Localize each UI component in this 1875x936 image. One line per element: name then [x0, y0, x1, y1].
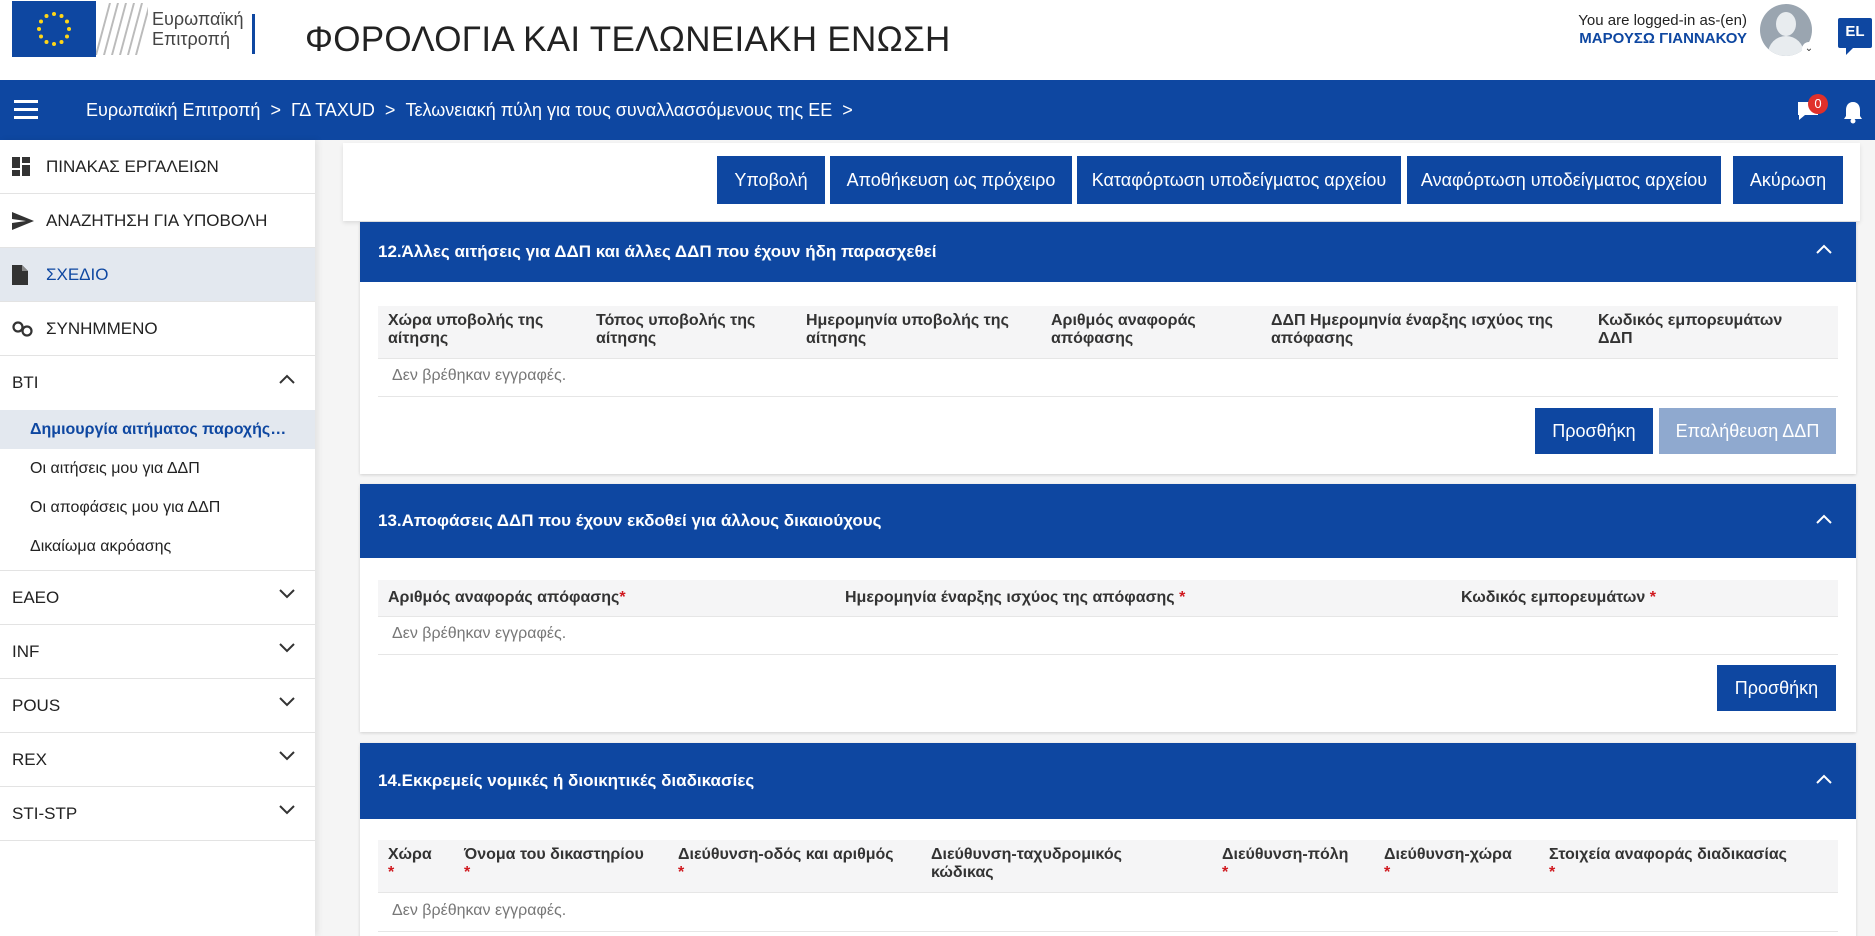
empty-records-message: Δεν βρέθηκαν εγγραφές. — [392, 625, 567, 642]
sidebar-subitem-create-request[interactable]: Δημιουργία αιτήματος παροχής… — [0, 410, 315, 449]
sidebar-group-label: REX — [12, 749, 47, 769]
section-13-header[interactable] — [360, 484, 1856, 558]
chevron-down-icon[interactable]: ⌄ — [1802, 42, 1816, 56]
sidebar-item-dashboard[interactable] — [0, 140, 315, 194]
top-header — [0, 0, 1875, 80]
chevron-down-icon — [279, 751, 295, 761]
column-header: Χώρα * — [388, 846, 432, 881]
column-header: Αριθμός αναφοράς απόφασης — [1051, 312, 1196, 347]
sidebar-group-bti[interactable] — [0, 356, 315, 410]
navbar — [0, 80, 1875, 140]
document-icon — [12, 265, 36, 285]
upload-template-button[interactable]: Αναφόρτωση υποδείγματος αρχείου — [1407, 156, 1721, 204]
column-header: Όνομα του δικαστηρίου * — [464, 846, 644, 881]
sidebar-subitem-right-to-be-heard[interactable]: Δικαίωμα ακρόασης — [30, 537, 172, 555]
sidebar-item-draft[interactable] — [0, 248, 315, 302]
section-13-title: 13.Αποφάσεις ΔΔΠ που έχουν εκδοθεί για άλλους δικαιούχους — [378, 511, 882, 530]
sidebar-group-sti-stp[interactable] — [0, 787, 315, 841]
column-header: Διεύθυνση-πόλη * — [1222, 846, 1349, 881]
logo-line-1: Ευρωπαϊκή — [152, 9, 244, 29]
sidebar-item-attachment[interactable] — [0, 302, 315, 356]
sidebar-group-label: INF — [12, 641, 40, 661]
column-header: Χώρα υποβολής της αίτησης — [388, 312, 544, 347]
sidebar-group-label: STI-STP — [12, 803, 78, 823]
column-header: Ημερομηνία έναρξης ισχύος της απόφασης * — [845, 589, 1186, 606]
user-name: ΜΑΡΟΥΣΩ ΓΙΑΝΝΑΚΟΥ — [1579, 30, 1747, 47]
chevron-up-icon[interactable] — [1816, 514, 1832, 524]
chevron-right-icon: > — [842, 100, 853, 120]
section-13-table-header — [378, 580, 1838, 616]
section-14-title: 14.Εκκρεμείς νομικές ή διοικητικές διαδικασίες — [378, 771, 755, 790]
message-count-badge: 0 — [1808, 94, 1828, 114]
sidebar-group-inf[interactable] — [0, 625, 315, 679]
hamburger-menu-icon[interactable] — [14, 100, 38, 120]
column-header: Διεύθυνση-ταχυδρομικός κώδικας — [931, 846, 1122, 881]
sidebar-group-rex[interactable] — [0, 733, 315, 787]
bti-submenu — [0, 410, 315, 571]
sidebar-item-label: ΑΝΑΖΗΤΗΣΗ ΓΙΑ ΥΠΟΒΟΛΗ — [46, 210, 268, 230]
action-toolbar — [343, 143, 1860, 221]
breadcrumb — [86, 100, 863, 121]
logged-in-label: You are logged-in as-(en) — [1578, 12, 1747, 29]
send-icon — [12, 212, 36, 230]
logo-line-2: Επιτροπή — [152, 29, 230, 49]
chevron-down-icon — [279, 643, 295, 653]
sidebar-group-eaeo[interactable] — [0, 571, 315, 625]
column-header: Αριθμός αναφοράς απόφασης* — [388, 589, 626, 606]
chevron-down-icon — [279, 805, 295, 815]
column-header: Κωδικός εμπορευμάτων * — [1461, 589, 1656, 606]
chevron-up-icon[interactable] — [1816, 774, 1832, 784]
add-button[interactable]: Προσθήκη — [1717, 665, 1836, 711]
ec-logo[interactable] — [12, 0, 243, 58]
dashboard-icon — [12, 157, 36, 177]
section-14-header[interactable] — [360, 743, 1856, 819]
validate-bti-button[interactable]: Επαλήθευση ΔΔΠ — [1659, 408, 1836, 454]
site-title: ΦΟΡΟΛΟΓΙΑ ΚΑΙ ΤΕΛΩΝΕΙΑΚΗ ΕΝΩΣΗ — [305, 20, 951, 59]
sidebar-subitem-my-requests[interactable]: Οι αιτήσεις μου για ΔΔΠ — [30, 459, 200, 477]
sidebar-item-search-submission[interactable] — [0, 194, 315, 248]
sidebar-item-label: ΣΥΝΗΜΜΕΝΟ — [46, 318, 158, 338]
section-13-panel — [360, 484, 1856, 732]
sidebar-group-pous[interactable] — [0, 679, 315, 733]
chevron-right-icon: > — [270, 100, 281, 120]
column-header: Διεύθυνση-χώρα * — [1384, 846, 1512, 881]
section-12-title: 12.Άλλες αιτήσεις για ΔΔΠ και άλλες ΔΔΠ που έχουν ήδη παρασχεθεί — [378, 242, 937, 261]
sidebar — [0, 140, 315, 936]
breadcrumb-item[interactable]: Τελωνειακή πύλη για τους συναλλασσόμενους της ΕΕ — [405, 100, 833, 120]
sidebar-group-label: EAEO — [12, 587, 60, 607]
section-12-table-header — [378, 306, 1838, 358]
section-14-table-header — [378, 840, 1838, 892]
cancel-button[interactable]: Ακύρωση — [1733, 156, 1843, 204]
user-info — [1578, 12, 1747, 48]
bell-icon[interactable] — [1842, 100, 1864, 124]
sidebar-group-label: BTI — [12, 373, 39, 392]
column-header: Διεύθυνση-οδός και αριθμός * — [678, 846, 894, 881]
chevron-up-icon — [279, 374, 295, 384]
column-header: Στοιχεία αναφοράς διαδικασίας * — [1549, 846, 1787, 881]
column-header: Τόπος υποβολής της αίτησης — [596, 312, 756, 347]
column-header: Κωδικός εμπορευμάτων ΔΔΠ — [1598, 312, 1783, 347]
ec-building-lines — [96, 1, 148, 57]
save-draft-button[interactable]: Αποθήκευση ως πρόχειρο — [830, 156, 1072, 204]
eu-flag-icon — [12, 1, 96, 57]
chevron-right-icon: > — [384, 100, 396, 120]
download-template-button[interactable]: Καταφόρτωση υποδείγματος αρχείου — [1077, 156, 1401, 204]
column-header: ΔΔΠ Ημερομηνία έναρξης ισχύος της απόφασης — [1271, 312, 1553, 347]
empty-records-message: Δεν βρέθηκαν εγγραφές. — [392, 367, 567, 384]
logo-separator — [252, 14, 255, 54]
chevron-down-icon — [279, 697, 295, 707]
breadcrumb-item[interactable]: ΓΔ TAXUD — [290, 100, 375, 120]
section-12-header[interactable] — [360, 222, 1856, 282]
submit-button[interactable]: Υποβολή — [717, 156, 825, 204]
sidebar-item-label: ΣΧΕΔΙΟ — [46, 264, 109, 284]
link-icon — [12, 321, 36, 337]
chevron-up-icon[interactable] — [1816, 244, 1832, 254]
section-12-panel — [360, 222, 1856, 474]
breadcrumb-item[interactable]: Ευρωπαϊκή Επιτροπή — [86, 100, 261, 120]
add-button[interactable]: Προσθήκη — [1535, 408, 1653, 454]
language-selector[interactable]: EL — [1838, 18, 1872, 48]
sidebar-item-label: ΠΙΝΑΚΑΣ ΕΡΓΑΛΕΙΩΝ — [46, 156, 219, 176]
sidebar-subitem-my-decisions[interactable]: Οι αποφάσεις μου για ΔΔΠ — [30, 498, 221, 516]
empty-records-message: Δεν βρέθηκαν εγγραφές. — [392, 902, 567, 919]
sidebar-group-label: POUS — [12, 695, 61, 715]
chevron-down-icon — [279, 589, 295, 599]
column-header: Ημερομηνία υποβολής της αίτησης — [806, 312, 1009, 347]
section-14-panel — [360, 743, 1856, 936]
